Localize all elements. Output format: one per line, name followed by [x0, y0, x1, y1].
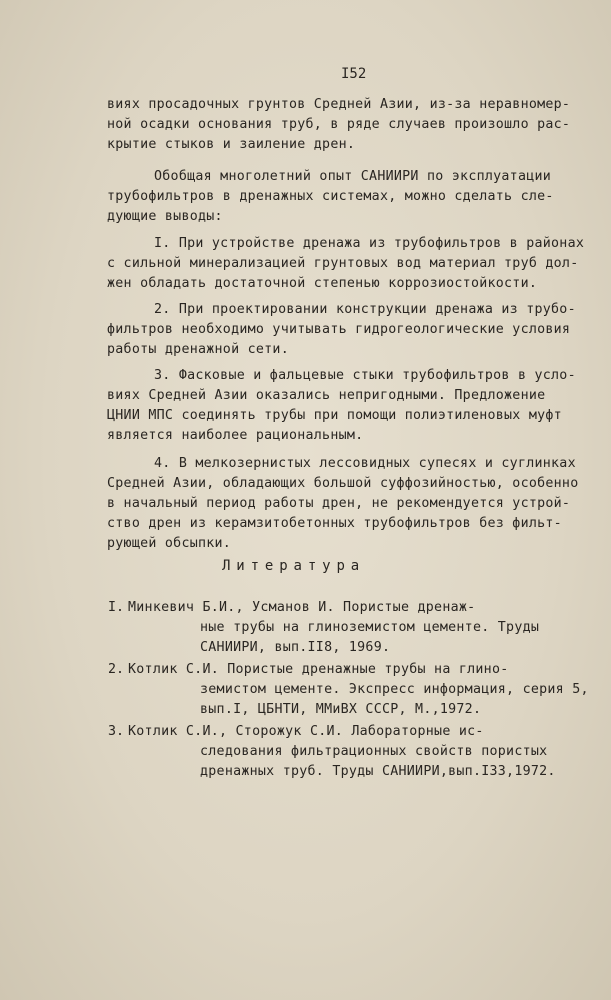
text-line: является наиболее рациональным. — [107, 428, 364, 443]
reference-line: Котлик С.И., Сторожук С.И. Лабораторные ис- — [128, 724, 484, 739]
text-line: с сильной минерализацией грунтовых вод материал труб дол- — [107, 256, 579, 271]
reference-line: ные трубы на глиноземистом цементе. Труды — [200, 620, 540, 635]
reference-line: Котлик С.И. Пористые дренажные трубы на глино- — [128, 662, 509, 677]
text-line: 2. При проектировании конструкции дренажа из трубо- — [154, 302, 576, 317]
text-line: в начальный период работы дрен, не рекомендуется устрой- — [107, 496, 571, 511]
text-line: ной осадки основания труб, в ряде случаев произошло рас- — [107, 117, 571, 132]
text-line: 3. Фасковые и фальцевые стыки трубофильтров в усло- — [154, 368, 576, 383]
reference-number: 2. — [108, 662, 125, 677]
text-line: дующие выводы: — [107, 209, 223, 224]
text-line: ство дрен из керамзитобетонных трубофильтров без фильт- — [107, 516, 562, 531]
reference-number: 3. — [108, 724, 125, 739]
text-line: рующей обсыпки. — [107, 536, 232, 551]
reference-line: дренажных труб. Труды САНИИРИ,вып.I33,1972. — [200, 764, 556, 779]
text-line: виях Средней Азии оказались непригодными. Предложение — [107, 388, 546, 403]
text-line: 4. В мелкозернистых лессовидных супесях и суглинках — [154, 456, 576, 471]
text-line: I. При устройстве дренажа из трубофильтров в районах — [154, 236, 585, 251]
reference-line: вып.I, ЦБНТИ, ММиВХ СССР, М.,1972. — [200, 702, 482, 717]
text-line: работы дренажной сети. — [107, 342, 289, 357]
text-line: ЦНИИ МПС соединять трубы при помощи полиэтиленовых муфт — [107, 408, 562, 423]
text-line: крытие стыков и заиление дрен. — [107, 137, 356, 152]
reference-line: Минкевич Б.И., Усманов И. Пористые дренаж- — [128, 600, 476, 615]
reference-line: земистом цементе. Экспресс информация, серия 5, — [200, 682, 589, 697]
reference-number: I. — [108, 600, 125, 615]
text-line: трубофильтров в дренажных системах, можно сделать сле- — [107, 189, 554, 204]
reference-line: следования фильтрационных свойств пористых — [200, 744, 548, 759]
text-line: Обобщая многолетний опыт САНИИРИ по эксплуатации — [154, 169, 552, 184]
text-line: фильтров необходимо учитывать гидрогеологические условия — [107, 322, 571, 337]
text-line: жен обладать достаточной степенью коррозиостойкости. — [107, 276, 538, 291]
references-heading: Литература — [222, 558, 366, 574]
text-line: Средней Азии, обладающих большой суффозийностью, особенно — [107, 476, 579, 491]
page-number: I52 — [341, 66, 367, 82]
text-line: виях просадочных грунтов Средней Азии, из-за неравномер- — [107, 97, 571, 112]
reference-line: САНИИРИ, вып.II8, 1969. — [200, 640, 391, 655]
